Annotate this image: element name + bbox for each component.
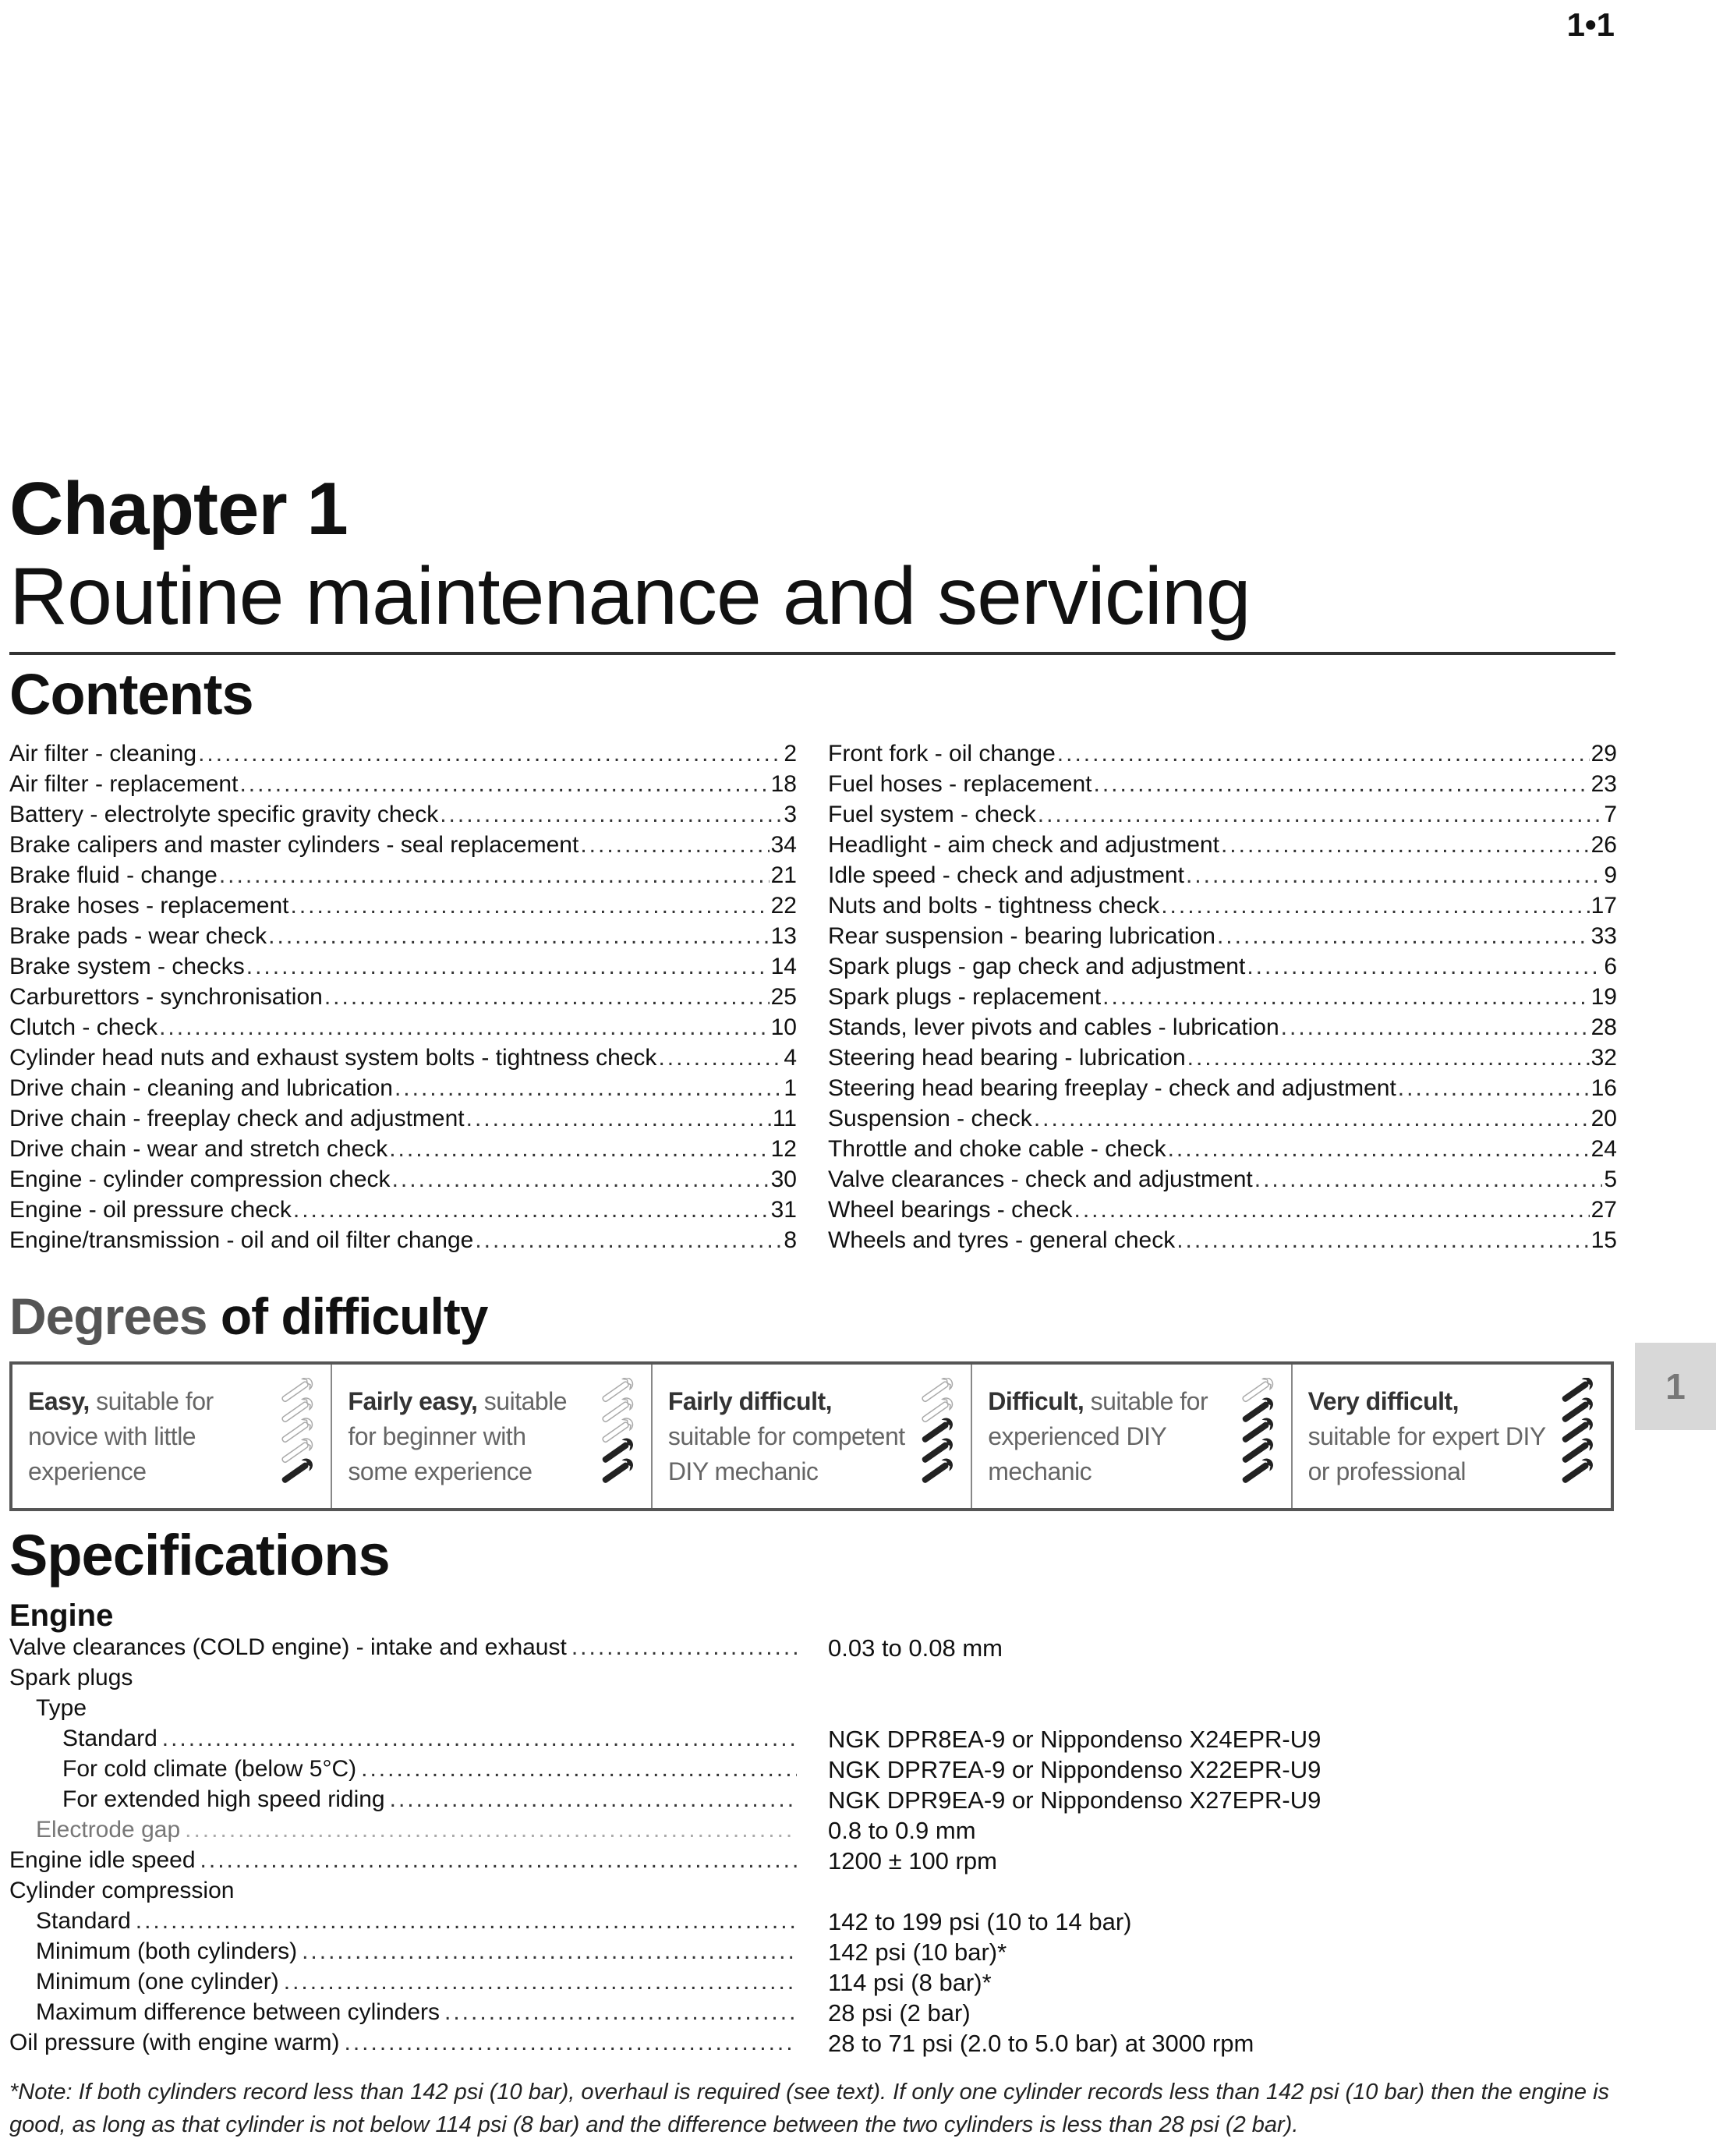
specifications-heading: Specifications: [9, 1523, 390, 1588]
spec-row: [9, 1878, 1615, 1908]
spec-row: [9, 1756, 1615, 1786]
specifications-footnote: *Note: If both cylinders record less than 142 psi (10 bar), overhaul is required (see text). If only one cylinder records less than 142 psi (10 bar) then the engine is good, as long as that cylinder is not below 114 psi (8 bar) and the difference between the two cylinders is less than 28 psi (2 bar).: [9, 2080, 1610, 2137]
dot-leader: [198, 741, 782, 767]
dot-leader: [1168, 1136, 1590, 1163]
contents-entry-page: 17: [1590, 893, 1617, 919]
contents-entry: [9, 771, 797, 802]
contents-entry: [9, 984, 797, 1014]
dot-leader: [268, 923, 769, 950]
spec-label: Electrode gap: [36, 1817, 181, 1843]
contents-entry: [9, 862, 797, 893]
contents-entry-page: 3: [784, 802, 797, 827]
dot-leader: [395, 1075, 782, 1102]
contents-entry-page: 10: [770, 1014, 797, 1040]
dot-leader: [390, 1786, 797, 1813]
spanner-icon: [1553, 1378, 1601, 1495]
contents-entry-page: 33: [1590, 923, 1617, 949]
page-number: 1•1: [1566, 6, 1615, 43]
spec-row: [9, 1665, 1615, 1695]
difficulty-level-name: Fairly difficult,: [667, 1386, 832, 1415]
contents-entry: [828, 923, 1617, 954]
dot-leader: [389, 1136, 769, 1163]
dot-leader: [475, 1227, 782, 1254]
engine-subheading: Engine: [9, 1598, 114, 1633]
difficulty-line1-rest: suitable: [477, 1386, 568, 1415]
contents-entry-page: 11: [772, 1106, 797, 1131]
contents-entry: [828, 1014, 1617, 1045]
spec-value: NGK DPR7EA-9 or Nippondenso X22EPR-U9: [828, 1756, 1321, 1783]
contents-entry-page: 14: [770, 954, 797, 979]
contents-entry: [9, 832, 797, 862]
dot-leader: [1102, 984, 1589, 1011]
dot-leader: [466, 1106, 771, 1132]
contents-entry-page: 9: [1604, 862, 1617, 888]
difficulty-heading: [9, 1287, 487, 1346]
spec-value: 114 psi (8 bar)*: [828, 1969, 992, 1996]
contents-entry: [828, 1106, 1617, 1136]
contents-entry: [9, 1136, 797, 1167]
contents-entry-label: Engine - cylinder compression check: [9, 1167, 391, 1192]
contents-entry-page: 5: [1604, 1167, 1617, 1192]
dot-leader: [1247, 954, 1602, 980]
spec-row: [9, 1999, 1615, 2030]
spec-label: Engine idle speed: [9, 1847, 196, 1873]
contents-entry: [828, 1197, 1617, 1227]
contents-entry-page: 20: [1590, 1106, 1617, 1131]
chapter-title: Routine maintenance and servicing: [9, 551, 1251, 642]
contents-entry: [828, 802, 1617, 832]
spec-label: Maximum difference between cylinders: [36, 1999, 440, 2025]
dot-leader: [1398, 1075, 1590, 1102]
contents-entry-label: Steering head bearing freeplay - check and adjustment: [828, 1075, 1396, 1101]
contents-entry-page: 12: [770, 1136, 797, 1162]
dot-leader: [392, 1167, 770, 1193]
contents-entry: [828, 771, 1617, 802]
difficulty-level: [1293, 1365, 1611, 1508]
dot-leader: [1074, 1197, 1589, 1223]
difficulty-level: [12, 1365, 332, 1508]
contents-entry: [9, 1167, 797, 1197]
spec-value: 28 to 71 psi (2.0 to 5.0 bar) at 3000 rpm: [828, 2030, 1254, 2057]
contents-entry: [828, 954, 1617, 984]
spec-row: [9, 1634, 1615, 1665]
contents-entry-page: 26: [1590, 832, 1617, 858]
contents-list-right: [828, 741, 1617, 1258]
difficulty-scale: [9, 1361, 1614, 1511]
difficulty-level: [972, 1365, 1292, 1508]
contents-entry-label: Headlight - aim check and adjustment: [828, 832, 1219, 858]
dot-leader: [361, 1756, 797, 1783]
contents-entry-page: 24: [1590, 1136, 1617, 1162]
dot-leader: [302, 1938, 797, 1965]
dot-leader: [200, 1847, 797, 1874]
contents-entry-label: Nuts and bolts - tightness check: [828, 893, 1160, 919]
contents-entry: [9, 1014, 797, 1045]
spec-value: 142 to 199 psi (10 to 14 bar): [828, 1908, 1132, 1935]
spanner-icon: [273, 1378, 321, 1495]
contents-entry: [9, 1106, 797, 1136]
contents-entry-label: Drive chain - wear and stretch check: [9, 1136, 388, 1162]
difficulty-line1-rest: suitable for: [89, 1386, 214, 1415]
spec-row: [9, 1817, 1615, 1847]
difficulty-line3: mechanic: [988, 1457, 1092, 1485]
contents-entry-label: Brake pads - wear check: [9, 923, 267, 949]
dot-leader: [136, 1908, 797, 1935]
contents-entry: [9, 1045, 797, 1075]
contents-entry-page: 16: [1590, 1075, 1617, 1101]
difficulty-level-name: Easy,: [28, 1386, 90, 1415]
spec-row: [9, 2030, 1615, 2060]
contents-entry-label: Cylinder head nuts and exhaust system bolts - tightness check: [9, 1045, 657, 1071]
contents-entry-label: Valve clearances - check and adjustment: [828, 1167, 1253, 1192]
spanner-icon: [913, 1378, 961, 1495]
dot-leader: [1281, 1014, 1590, 1041]
spec-value: 28 psi (2 bar): [828, 1999, 971, 2027]
dot-leader: [1217, 923, 1590, 950]
chapter-side-tab: 1: [1635, 1343, 1716, 1430]
contents-entry-page: 19: [1590, 984, 1617, 1010]
contents-entry: [9, 741, 797, 771]
contents-entry-page: 31: [770, 1197, 797, 1223]
contents-entry-page: 21: [770, 862, 797, 888]
difficulty-description: [1308, 1384, 1553, 1489]
contents-entry-page: 8: [784, 1227, 797, 1253]
contents-heading: Contents: [9, 662, 253, 727]
contents-entry-label: Drive chain - freeplay check and adjustment: [9, 1106, 465, 1131]
difficulty-line2: suitable for competent: [667, 1421, 905, 1450]
difficulty-heading-part1: Degrees: [9, 1287, 207, 1345]
dot-leader: [658, 1045, 782, 1071]
contents-entry-label: Spark plugs - replacement: [828, 984, 1102, 1010]
contents-entry: [9, 954, 797, 984]
dot-leader: [293, 1197, 770, 1223]
spec-row: [9, 1695, 1615, 1726]
dot-leader: [1187, 1045, 1590, 1071]
difficulty-level-name: Very difficult,: [1307, 1386, 1459, 1415]
contents-entry-label: Drive chain - cleaning and lubrication: [9, 1075, 393, 1101]
contents-entry: [828, 862, 1617, 893]
contents-entry-label: Carburettors - synchronisation: [9, 984, 323, 1010]
difficulty-level: [653, 1365, 972, 1508]
contents-entry-label: Brake system - checks: [9, 954, 245, 979]
contents-entry-label: Clutch - check: [9, 1014, 158, 1040]
contents-entry-page: 4: [784, 1045, 797, 1071]
dot-leader: [1057, 741, 1590, 767]
chapter-label: Chapter 1: [9, 467, 348, 551]
dot-leader: [162, 1726, 797, 1752]
dot-leader: [291, 893, 770, 919]
contents-entry-label: Suspension - check: [828, 1106, 1032, 1131]
contents-entry-label: Air filter - cleaning: [9, 741, 197, 766]
spec-label: For cold climate (below 5°C): [62, 1756, 357, 1782]
contents-entry-page: 34: [770, 832, 797, 858]
contents-entry: [828, 741, 1617, 771]
contents-entry-label: Spark plugs - gap check and adjustment: [828, 954, 1246, 979]
title-divider: [9, 652, 1615, 655]
difficulty-description: [668, 1384, 913, 1489]
contents-entry-label: Front fork - oil change: [828, 741, 1056, 766]
spec-value: 1200 ± 100 rpm: [828, 1847, 997, 1875]
contents-entry: [828, 1136, 1617, 1167]
spec-row: [9, 1969, 1615, 1999]
spec-label: Cylinder compression: [9, 1878, 235, 1903]
dot-leader: [440, 802, 782, 828]
dot-leader: [1254, 1167, 1603, 1193]
contents-entry-page: 7: [1604, 802, 1617, 827]
contents-entry: [828, 1227, 1617, 1258]
contents-entry: [9, 1197, 797, 1227]
contents-entry: [828, 1075, 1617, 1106]
spec-value: NGK DPR9EA-9 or Nippondenso X27EPR-U9: [828, 1786, 1321, 1814]
spec-row: [9, 1726, 1615, 1756]
contents-entry-label: Brake hoses - replacement: [9, 893, 289, 919]
dot-leader: [324, 984, 770, 1011]
spec-label: Standard: [36, 1908, 131, 1934]
contents-entry-page: 32: [1590, 1045, 1617, 1071]
contents-entry: [9, 1227, 797, 1258]
dot-leader: [246, 954, 770, 980]
contents-entry-page: 22: [770, 893, 797, 919]
contents-entry-label: Brake calipers and master cylinders - seal replacement: [9, 832, 579, 858]
dot-leader: [580, 832, 769, 859]
dot-leader: [1221, 832, 1590, 859]
dot-leader: [284, 1969, 797, 1995]
contents-entry-page: 29: [1590, 741, 1617, 766]
difficulty-level-name: Fairly easy,: [348, 1386, 478, 1415]
spec-row: [9, 1847, 1615, 1878]
difficulty-line1-rest: suitable for: [1084, 1386, 1208, 1415]
contents-entry-label: Wheel bearings - check: [828, 1197, 1073, 1223]
dot-leader: [444, 1999, 797, 2026]
spec-row: [9, 1786, 1615, 1817]
spec-value: 0.03 to 0.08 mm: [828, 1634, 1003, 1662]
contents-entry-label: Throttle and choke cable - check: [828, 1136, 1166, 1162]
contents-entry: [828, 984, 1617, 1014]
dot-leader: [1094, 771, 1590, 798]
dot-leader: [344, 2030, 797, 2056]
contents-entry: [9, 923, 797, 954]
contents-entry: [9, 893, 797, 923]
contents-entry: [828, 1045, 1617, 1075]
spec-label: Type: [36, 1695, 87, 1721]
spec-label: For extended high speed riding: [62, 1786, 385, 1812]
contents-entry-page: 27: [1590, 1197, 1617, 1223]
difficulty-line3: some experience: [348, 1457, 532, 1485]
dot-leader: [1176, 1227, 1589, 1254]
dot-leader: [571, 1634, 797, 1661]
contents-entry-page: 6: [1604, 954, 1617, 979]
spanner-icon: [593, 1378, 642, 1495]
contents-entry-label: Engine - oil pressure check: [9, 1197, 292, 1223]
difficulty-heading-part2: of difficulty: [220, 1287, 488, 1345]
difficulty-line2: suitable for expert DIY: [1307, 1421, 1546, 1450]
difficulty-line2: for beginner with: [348, 1421, 526, 1450]
contents-entry-label: Battery - electrolyte specific gravity check: [9, 802, 439, 827]
spec-row: [9, 1938, 1615, 1969]
dot-leader: [185, 1817, 797, 1843]
spec-label: Oil pressure (with engine warm): [9, 2030, 340, 2055]
dot-leader: [1186, 862, 1602, 889]
contents-entry: [9, 1075, 797, 1106]
difficulty-description: [348, 1384, 593, 1489]
contents-entry-label: Engine/transmission - oil and oil filter change: [9, 1227, 474, 1253]
contents-entry-page: 23: [1590, 771, 1617, 797]
contents-entry-page: 1: [784, 1075, 797, 1101]
contents-entry-label: Air filter - replacement: [9, 771, 239, 797]
spec-label: Valve clearances (COLD engine) - intake and exhaust: [9, 1634, 567, 1660]
difficulty-line2: experienced DIY: [988, 1421, 1167, 1450]
contents-entry-page: 30: [770, 1167, 797, 1192]
spec-row: [9, 1908, 1615, 1938]
spec-label: Standard: [62, 1726, 157, 1751]
difficulty-level-name: Difficult,: [988, 1386, 1084, 1415]
difficulty-line3: DIY mechanic: [667, 1457, 819, 1485]
contents-entry-page: 28: [1590, 1014, 1617, 1040]
difficulty-line2: novice with little: [28, 1421, 196, 1450]
contents-entry: [828, 893, 1617, 923]
dot-leader: [1034, 1106, 1590, 1132]
dot-leader: [219, 862, 770, 889]
contents-entry: [828, 832, 1617, 862]
contents-entry-page: 2: [784, 741, 797, 766]
difficulty-level: [332, 1365, 652, 1508]
contents-entry-page: 13: [770, 923, 797, 949]
contents-entry: [828, 1167, 1617, 1197]
spec-label: Minimum (one cylinder): [36, 1969, 279, 1995]
difficulty-description: [988, 1384, 1233, 1489]
spec-label: Spark plugs: [9, 1665, 133, 1690]
contents-list-left: [9, 741, 797, 1258]
contents-entry-page: 15: [1590, 1227, 1617, 1253]
spanner-icon: [1233, 1378, 1282, 1495]
contents-entry-label: Rear suspension - bearing lubrication: [828, 923, 1215, 949]
contents-entry: [9, 802, 797, 832]
dot-leader: [1038, 802, 1603, 828]
dot-leader: [159, 1014, 770, 1041]
contents-entry-label: Idle speed - check and adjustment: [828, 862, 1184, 888]
contents-entry-label: Stands, lever pivots and cables - lubrication: [828, 1014, 1279, 1040]
contents-entry-label: Brake fluid - change: [9, 862, 218, 888]
spec-value: 142 psi (10 bar)*: [828, 1938, 1007, 1966]
contents-entry-label: Fuel system - check: [828, 802, 1036, 827]
spec-value: NGK DPR8EA-9 or Nippondenso X24EPR-U9: [828, 1726, 1321, 1753]
contents-entry-label: Steering head bearing - lubrication: [828, 1045, 1186, 1071]
difficulty-line3: or professional: [1307, 1457, 1467, 1485]
dot-leader: [239, 771, 769, 798]
contents-entry-page: 18: [770, 771, 797, 797]
spec-label: Minimum (both cylinders): [36, 1938, 298, 1964]
engine-specifications: [9, 1634, 1615, 2060]
contents-entry-page: 25: [770, 984, 797, 1010]
contents-entry-label: Fuel hoses - replacement: [828, 771, 1092, 797]
dot-leader: [1161, 893, 1589, 919]
difficulty-description: [28, 1384, 273, 1489]
contents-entry-label: Wheels and tyres - general check: [828, 1227, 1176, 1253]
difficulty-line3: experience: [28, 1457, 147, 1485]
spec-value: 0.8 to 0.9 mm: [828, 1817, 976, 1844]
